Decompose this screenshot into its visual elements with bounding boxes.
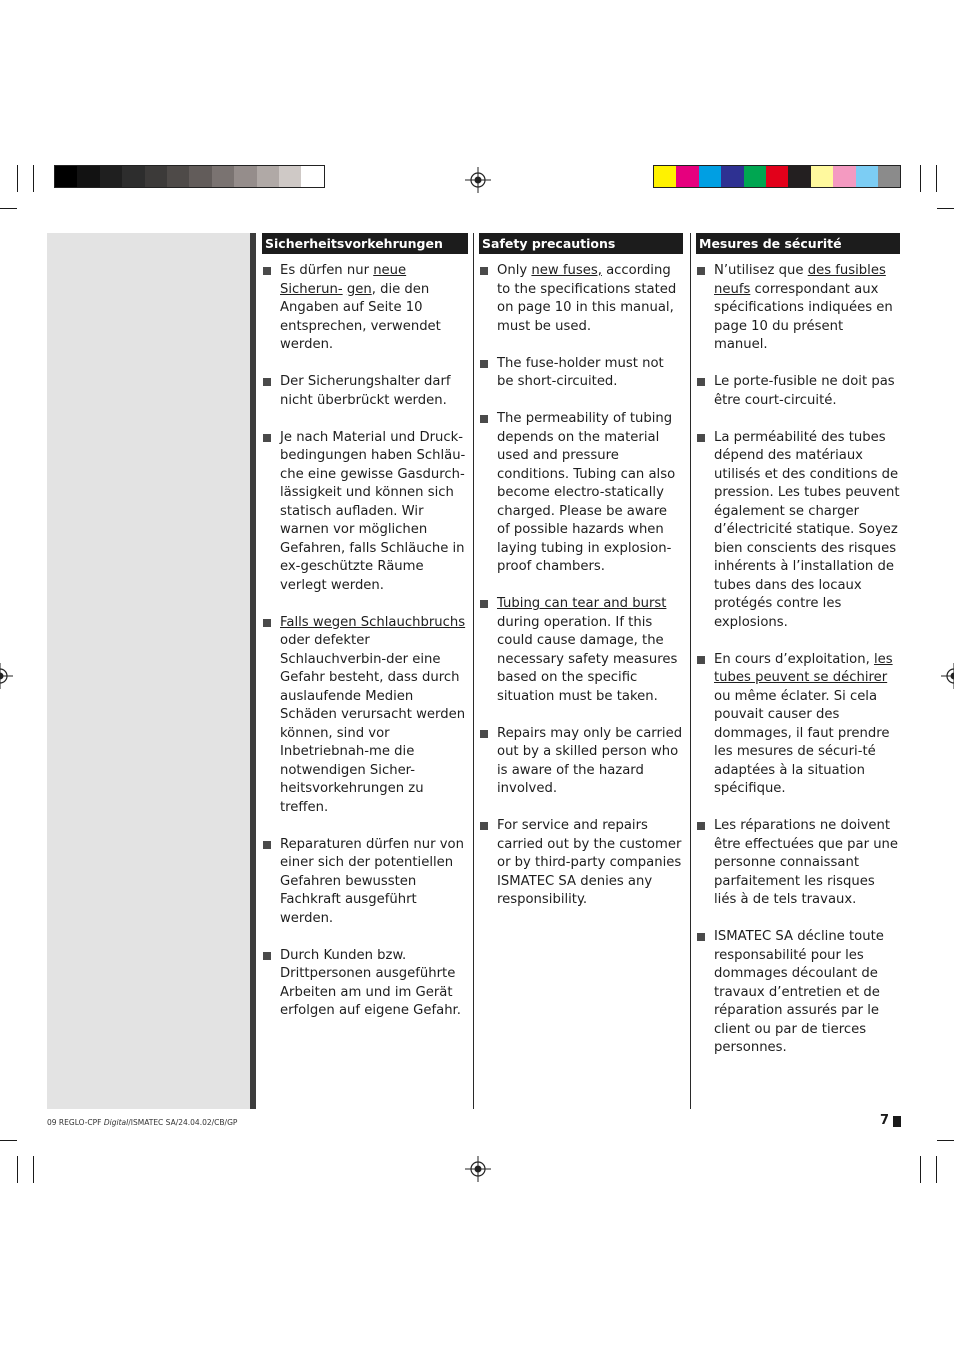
list-item xyxy=(696,817,900,910)
list-item xyxy=(262,614,468,818)
color-swatch xyxy=(811,166,833,187)
underlined-text: Tubing can tear and burst xyxy=(497,596,667,611)
precaution-list xyxy=(479,262,683,910)
crop-mark xyxy=(17,165,18,192)
precaution-list xyxy=(262,262,468,1021)
item-text: For service and repairs carried out by the customer or by third-party companies ISMATEC SA denies any responsibility. xyxy=(497,818,682,907)
column-english xyxy=(479,233,683,928)
item-text: ou même éclater. Si cela pouvait causer des dommages, il faut prendre les mesures de sécuri-té adaptées à la situation spécifique. xyxy=(714,688,890,796)
color-swatch xyxy=(167,166,189,187)
item-text: Les réparations ne doivent être effectuées que par une personne connaissant parfaitement les risques liés à de tels travaux. xyxy=(714,818,899,907)
list-item xyxy=(696,373,900,410)
precaution-list xyxy=(696,262,900,1058)
color-swatch xyxy=(788,166,810,187)
item-text: , die den Angaben auf Seite 10 entsprechen, verwendet werden. xyxy=(280,281,441,352)
item-text: oder defekter Schlauchverbin-der eine Gefahr besteht, dass durch auslaufende Medien Schäden verursacht werden können, sind vor Inbetriebnah-me die notwendigen Sicher-heitsvorkehrungen zu treffen. xyxy=(280,633,466,815)
list-item xyxy=(479,410,683,577)
square-bullet-icon xyxy=(697,822,705,830)
square-bullet-icon xyxy=(263,619,271,627)
square-bullet-icon xyxy=(480,730,488,738)
column-german xyxy=(262,233,468,1039)
crop-mark xyxy=(33,165,34,192)
registration-mark-icon xyxy=(941,663,954,689)
item-text: according to the specifications stated on page 10 in this manual, must be used. xyxy=(497,263,677,334)
color-swatch xyxy=(833,166,855,187)
color-swatch xyxy=(721,166,743,187)
square-bullet-icon xyxy=(263,434,271,442)
item-text: En cours d’exploitation, xyxy=(714,651,874,667)
square-bullet-icon xyxy=(263,267,271,275)
margin-panel xyxy=(47,233,250,1109)
list-item xyxy=(262,373,468,410)
square-bullet-icon xyxy=(697,656,705,664)
underlined-text: les tubes peuvent se déchirer xyxy=(714,651,893,685)
crop-mark xyxy=(936,165,937,192)
list-item xyxy=(479,725,683,799)
column-divider xyxy=(473,233,474,1109)
color-swatch xyxy=(55,166,77,187)
item-text: Le porte-fusible ne doit pas être court-circuité. xyxy=(714,374,895,408)
crop-mark xyxy=(33,1156,34,1183)
color-swatch xyxy=(257,166,279,187)
crop-mark xyxy=(937,208,954,209)
item-text: The fuse-holder must not be short-circuited. xyxy=(497,355,664,389)
item-text: Es dürfen nur xyxy=(280,263,374,278)
underlined-text: des fusibles xyxy=(807,263,886,278)
color-swatch xyxy=(212,166,234,187)
crop-mark xyxy=(920,1156,921,1183)
color-swatch xyxy=(878,166,900,187)
list-item xyxy=(696,429,900,633)
square-bullet-icon xyxy=(697,434,705,442)
color-calibration-strip xyxy=(653,165,901,188)
registration-mark-icon xyxy=(0,663,13,689)
item-text: Only xyxy=(497,263,532,278)
item-text: The permeability of tubing depends on the material used and pressure conditions. Tubing can also become electro-statically charged. Please be aware of possible hazards when laying tubing in explosion-proof chambers. xyxy=(497,411,676,574)
list-item xyxy=(696,651,900,799)
square-bullet-icon xyxy=(263,952,271,960)
list-item xyxy=(696,928,900,1058)
list-item xyxy=(479,595,683,706)
list-item xyxy=(479,262,683,336)
square-bullet-icon xyxy=(697,378,705,386)
square-bullet-icon xyxy=(480,415,488,423)
square-bullet-icon xyxy=(480,360,488,368)
color-swatch xyxy=(699,166,721,187)
color-swatch xyxy=(145,166,167,187)
registration-mark-icon xyxy=(465,167,491,193)
registration-mark-icon xyxy=(465,1156,491,1182)
color-swatch xyxy=(744,166,766,187)
underlined-text: Falls wegen Schlauchbruchs xyxy=(280,614,466,630)
underlined-text: neufs xyxy=(714,281,751,297)
square-bullet-icon xyxy=(480,600,488,608)
item-text: correspondant aux spécifications indiquées en page 10 du présent manuel. xyxy=(714,281,893,352)
margin-divider xyxy=(250,233,256,1109)
column-french xyxy=(696,233,900,1076)
square-bullet-icon xyxy=(263,841,271,849)
underlined-text: gen xyxy=(346,281,372,297)
crop-mark xyxy=(920,165,921,192)
color-swatch xyxy=(189,166,211,187)
list-item xyxy=(479,817,683,910)
item-text: La perméabilité des tubes dépend des matériaux utilisés et des conditions de pression. Les tubes peuvent également se charger d’électricité statique. Soyez bien conscients des risques inhérents à l’installation de tubes dans des locaux protégés contre les explosions. xyxy=(714,429,900,630)
grayscale-calibration-strip xyxy=(54,165,325,188)
crop-mark xyxy=(936,1156,937,1183)
color-swatch xyxy=(122,166,144,187)
list-item xyxy=(479,355,683,392)
item-text: Reparaturen dürfen nur von einer sich der potentiellen Gefahren bewussten Fachkraft ausgeführt werden. xyxy=(280,836,464,926)
underlined-text: new fuses, xyxy=(531,263,602,278)
square-bullet-icon xyxy=(697,267,705,275)
section-heading: Sicherheitsvorkehrungen xyxy=(262,233,468,254)
color-swatch xyxy=(234,166,256,187)
list-item xyxy=(262,262,468,355)
color-swatch xyxy=(100,166,122,187)
list-item xyxy=(262,836,468,929)
square-bullet-icon xyxy=(480,267,488,275)
item-text: Durch Kunden bzw. Drittpersonen ausgeführte Arbeiten am und im Gerät erfolgen auf eigene Gefahr. xyxy=(280,947,461,1018)
item-text: ISMATEC SA décline toute responsabilité pour les dommages découlant de travaux d’entretien et de réparation assurés par le client ou par de tierces personnes. xyxy=(714,929,884,1055)
page-number: 7 xyxy=(880,1113,890,1128)
color-swatch xyxy=(654,166,676,187)
section-heading: Mesures de sécurité xyxy=(696,233,900,254)
color-swatch xyxy=(676,166,698,187)
square-bullet-icon xyxy=(263,378,271,386)
item-text: Der Sicherungshalter darf nicht überbrückt werden. xyxy=(280,374,451,408)
color-swatch xyxy=(279,166,301,187)
item-text: Repairs may only be carried out by a skilled person who is aware of the hazard involved. xyxy=(497,725,683,796)
square-bullet-icon xyxy=(480,822,488,830)
crop-mark xyxy=(937,1140,954,1141)
square-bullet-icon xyxy=(697,933,705,941)
list-item xyxy=(262,429,468,596)
crop-mark xyxy=(0,208,17,209)
crop-mark xyxy=(17,1156,18,1183)
item-text: during operation. If this could cause damage, the necessary safety measures based on the specific situation must be taken. xyxy=(497,614,678,704)
footer-reference: 09 REGLO-CPF Digital/ISMATEC SA/24.04.02/CB/GP xyxy=(47,1118,238,1127)
page-marker-square xyxy=(893,1116,901,1127)
list-item xyxy=(262,947,468,1021)
column-divider xyxy=(690,233,691,1109)
color-swatch xyxy=(301,166,323,187)
section-heading: Safety precautions xyxy=(479,233,683,254)
item-text: N’utilisez que xyxy=(714,263,808,278)
color-swatch xyxy=(77,166,99,187)
item-text: Je nach Material und Druck-bedingungen haben Schläu-che eine gewisse Gasdurch-lässigkeit und können sich statisch aufladen. Wir warnen vor möglichen Gefahren, falls Schläuche in ex-geschützte Räume verlegt werden. xyxy=(280,429,466,593)
list-item xyxy=(696,262,900,355)
underlined-text: neue Sicherun- xyxy=(280,263,407,297)
color-swatch xyxy=(856,166,878,187)
crop-mark xyxy=(0,1140,17,1141)
color-swatch xyxy=(766,166,788,187)
